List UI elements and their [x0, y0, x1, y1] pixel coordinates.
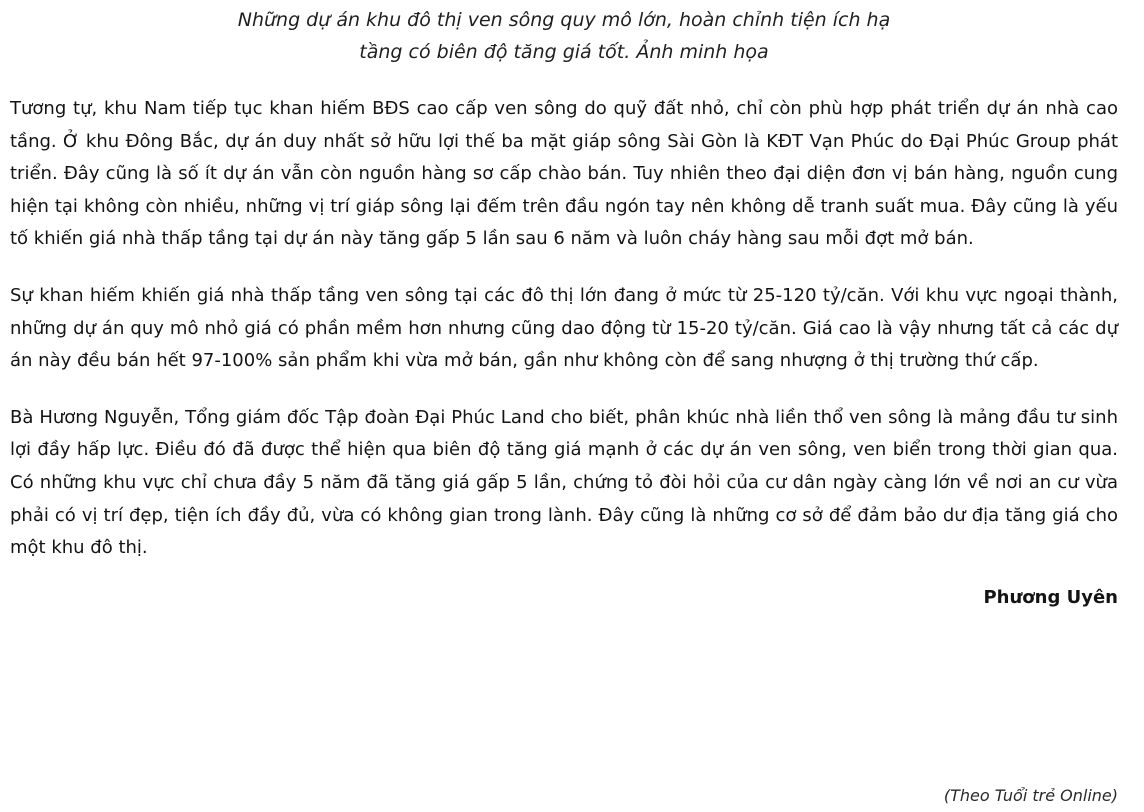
article-body: [10, 0, 1118, 614]
source-credit: (Theo Tuổi trẻ Online): [943, 786, 1118, 805]
image-caption-line-2: tầng có biên độ tăng giá tốt. Ảnh minh họa: [359, 41, 769, 63]
image-caption-line-1: Những dự án khu đô thị ven sông quy mô lớn, hoàn chỉnh tiện ích hạ: [237, 9, 891, 31]
article-paragraph: Bà Hương Nguyễn, Tổng giám đốc Tập đoàn Đại Phúc Land cho biết, phân khúc nhà liền thổ ven sông là mảng đầu tư sinh lợi đầy hấp lực. Điều đó đã được thể hiện qua biên độ tăng giá mạnh ở các dự án ven sông, ven biển trong thời gian qua. Có những khu vực chỉ chưa đầy 5 năm đã tăng giá gấp 5 lần, chứng tỏ đòi hỏi của cư dân ngày càng lớn về nơi an cư vừa phải có vị trí đẹp, tiện ích đầy đủ, vừa có không gian trong lành. Đây cũng là những cơ sở để đảm bảo dư địa tăng giá cho một khu đô thị.: [10, 406, 1118, 559]
author-name: Phương Uyên: [983, 586, 1118, 608]
article-paragraph: Tương tự, khu Nam tiếp tục khan hiếm BĐS cao cấp ven sông do quỹ đất nhỏ, chỉ còn phù hợp phát triển dự án nhà cao tầng. Ở khu Đông Bắc, dự án duy nhất sở hữu lợi thế ba mặt giáp sông Sài Gòn là KĐT Vạn Phúc do Đại Phúc Group phát triển. Đây cũng là số ít dự án vẫn còn nguồn hàng sơ cấp chào bán. Tuy nhiên theo đại diện đơn vị bán hàng, nguồn cung hiện tại không còn nhiều, những vị trí giáp sông lại đếm trên đầu ngón tay nên không dễ tranh suất mua. Đây cũng là yếu tố khiến giá nhà thấp tầng tại dự án này tăng gấp 5 lần sau 6 năm và luôn cháy hàng sau mỗi đợt mở bán.: [10, 98, 1118, 250]
article-paragraph: Sự khan hiếm khiến giá nhà thấp tầng ven sông tại các đô thị lớn đang ở mức từ 25-120 tỷ/căn. Với khu vực ngoại thành, những dự án quy mô nhỏ giá có phần mềm hơn nhưng cũng dao động từ 15-20 tỷ/căn. Giá cao là vậy nhưng tất cả các dự án này đều bán hết 97-100% sản phẩm khi vừa mở bán, gần như không còn để sang nhượng ở thị trường thứ cấp.: [10, 284, 1118, 372]
image-caption: [10, 0, 1118, 68]
